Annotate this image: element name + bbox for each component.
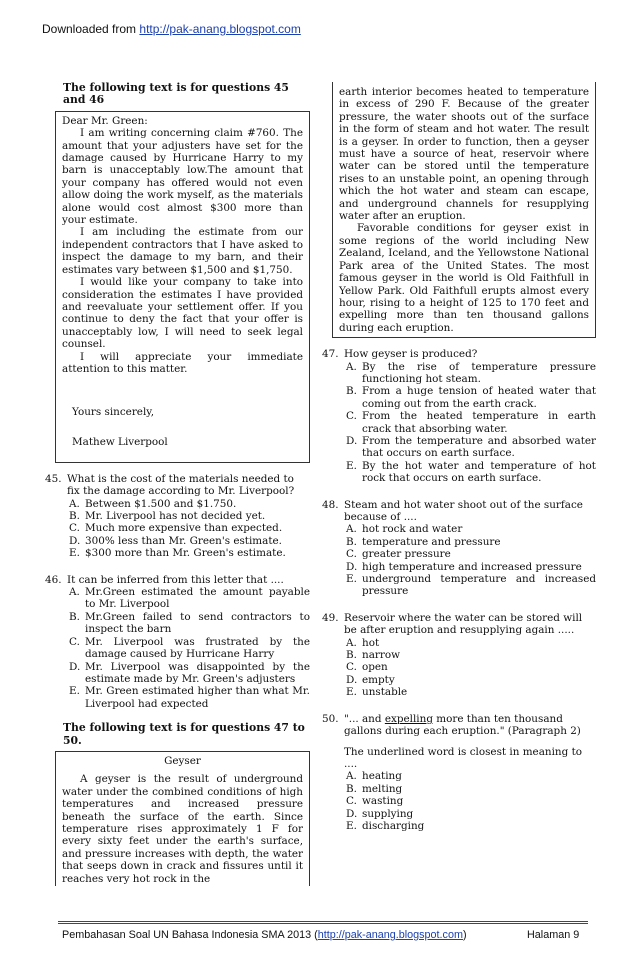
geyser-paragraph: Favorable conditions for geyser exist in some regions of the world including New Zealand, Iceland, and the Yellowstone National Park area of the United States. The most famous geyser in the world is Old Faithfull in Yellow Park. Old Faithfull erupts almost every hour, rising to a height of 125 to 170 feet and expelling more than ten thousand gallons during each eruption. bbox=[339, 222, 589, 334]
question-number: 49. bbox=[322, 611, 339, 624]
option-text: heating bbox=[362, 770, 402, 783]
option-text: high temperature and increased pressure bbox=[362, 560, 582, 573]
letter-paragraph: I will appreciate your immediate attention to this matter. bbox=[62, 350, 303, 375]
question-text: The underlined word is closest in meaning to .... bbox=[344, 745, 582, 770]
geyser-paragraph: earth interior becomes heated to temperature in excess of 290 F. Because of the greater pressure, the water shoots out of the surface in the form of steam and hot water. The result is a geyser. In order to function, then a geyser must have a source of heat, reservoir where water can be stored until the temperature rises to an unstable point, an opening through which the hot water and steam can escape, and underground channels for resupplying water after an eruption. bbox=[339, 86, 589, 223]
left-column bbox=[45, 81, 310, 886]
geyser-title: Geyser bbox=[164, 754, 201, 767]
option-text: melting bbox=[362, 782, 403, 795]
question-49 bbox=[322, 611, 596, 637]
option-letter: B. bbox=[346, 782, 357, 795]
option-text: wasting bbox=[362, 795, 404, 808]
option-letter: E. bbox=[69, 685, 80, 698]
geyser-paragraph: A geyser is the result of underground water under the combined conditions of high temperatures and increased pressure beneath the surface of the earth. Since temperature rises approximately 1 F for every sixty feet under the earth's surface, and pressure increases with depth, the water that seeps down in crack and fissures until it reaches very hot rock in the bbox=[62, 773, 303, 885]
option-text: By the hot water and temperature of hot rock that occurs on earth surface. bbox=[362, 459, 596, 485]
geyser-box-top bbox=[55, 751, 310, 886]
option[interactable] bbox=[69, 535, 310, 547]
footer-rule bbox=[58, 921, 588, 924]
right-column bbox=[322, 82, 596, 832]
option-text: hot rock and water bbox=[362, 523, 463, 536]
option-text: Mr. Green estimated higher than what Mr. Liverpool had expected bbox=[85, 685, 310, 710]
option-text: empty bbox=[362, 673, 395, 686]
option-letter: D. bbox=[346, 673, 358, 686]
option-letter: B. bbox=[69, 610, 80, 623]
option-letter: C. bbox=[346, 661, 357, 674]
option-letter: A. bbox=[69, 497, 80, 510]
q50-options bbox=[332, 770, 596, 832]
option[interactable] bbox=[346, 385, 596, 410]
question-50 bbox=[322, 712, 596, 771]
option[interactable] bbox=[346, 536, 596, 548]
quote-text: more than ten thousand gallons during each eruption." (Paragraph 2) bbox=[344, 712, 581, 738]
option-letter: D. bbox=[69, 660, 81, 673]
q45-options bbox=[55, 498, 310, 560]
option[interactable] bbox=[346, 661, 596, 673]
letter-signature: Mathew Liverpool bbox=[72, 435, 168, 448]
q48-options bbox=[332, 523, 596, 597]
option-text: underground temperature and increased pressure bbox=[362, 573, 596, 598]
option-text: From the temperature and absorbed water that occurs on earth surface. bbox=[362, 434, 596, 460]
question-47 bbox=[322, 348, 596, 361]
option[interactable] bbox=[346, 361, 596, 386]
option-letter: C. bbox=[346, 795, 357, 808]
header-link[interactable]: http://pak-anang.blogspot.com bbox=[139, 22, 301, 36]
option-letter: A. bbox=[346, 523, 357, 536]
option[interactable] bbox=[69, 636, 310, 661]
quote-text: "... and bbox=[344, 712, 385, 725]
option[interactable] bbox=[346, 523, 596, 535]
option-text: hot bbox=[362, 636, 380, 649]
option[interactable] bbox=[346, 649, 596, 661]
option-text: greater pressure bbox=[362, 548, 451, 561]
option[interactable] bbox=[69, 685, 310, 710]
option-text: From the heated temperature in earth crack that absorbing water. bbox=[362, 410, 596, 435]
option[interactable] bbox=[346, 435, 596, 460]
option-text: narrow bbox=[362, 649, 400, 662]
option-text: By the rise of temperature pressure functioning hot steam. bbox=[362, 360, 596, 385]
option[interactable] bbox=[346, 770, 596, 782]
q47-options bbox=[332, 361, 596, 485]
header-prefix: Downloaded from bbox=[42, 22, 140, 36]
footer-link[interactable]: http://pak-anang.blogspot.com bbox=[317, 929, 463, 941]
option-letter: B. bbox=[346, 385, 357, 398]
option-text: Much more expensive than expected. bbox=[85, 522, 283, 535]
question-text: Steam and hot water shoot out of the surface because of .... bbox=[344, 498, 583, 523]
question-quote bbox=[344, 713, 596, 738]
question-text: It can be inferred from this letter that .... bbox=[67, 573, 284, 586]
question-text: How geyser is produced? bbox=[344, 348, 478, 361]
option-letter: C. bbox=[69, 635, 80, 648]
option-text: open bbox=[362, 661, 388, 674]
q46-options bbox=[55, 586, 310, 710]
option-text: $300 more than Mr. Green's estimate. bbox=[85, 547, 286, 560]
option-letter: D. bbox=[346, 434, 358, 447]
question-number: 45. bbox=[45, 472, 62, 485]
option-text: Between $1.500 and $1.750. bbox=[85, 497, 237, 510]
option-letter: A. bbox=[69, 586, 80, 599]
page-header bbox=[42, 22, 301, 36]
option-letter: D. bbox=[346, 560, 358, 573]
option-text: discharging bbox=[362, 819, 425, 832]
option-letter: B. bbox=[346, 535, 357, 548]
option[interactable] bbox=[346, 548, 596, 560]
option-text: 300% less than Mr. Green's estimate. bbox=[85, 534, 282, 547]
option-letter: D. bbox=[346, 807, 358, 820]
question-45 bbox=[45, 472, 310, 498]
letter-paragraph: I would like your company to take into consideration the estimates I have provided and reevaluate your settlement offer. If you continue to deny the fact that your offer is unacceptably low, I will need to seek legal counsel. bbox=[62, 276, 303, 351]
option[interactable] bbox=[346, 783, 596, 795]
question-46 bbox=[45, 573, 310, 586]
option[interactable] bbox=[346, 561, 596, 573]
letter-salutation: Dear Mr. Green: bbox=[62, 114, 148, 127]
option[interactable] bbox=[346, 686, 596, 698]
section-title-45-46: The following text is for questions 45 and 46 bbox=[63, 81, 289, 107]
option-letter: E. bbox=[346, 819, 357, 832]
option-letter: E. bbox=[69, 547, 80, 560]
letter-box bbox=[55, 111, 310, 463]
option-letter: A. bbox=[346, 360, 357, 373]
option[interactable] bbox=[346, 674, 596, 686]
q49-options bbox=[332, 637, 596, 699]
question-number: 46. bbox=[45, 573, 62, 586]
letter-closing: Yours sincerely, bbox=[72, 405, 155, 418]
option[interactable] bbox=[346, 808, 596, 820]
option[interactable] bbox=[69, 611, 310, 636]
option[interactable] bbox=[69, 522, 310, 534]
option-letter: E. bbox=[346, 459, 357, 472]
option[interactable] bbox=[346, 795, 596, 807]
footer-text bbox=[62, 929, 467, 941]
option[interactable] bbox=[346, 460, 596, 485]
option-letter: B. bbox=[69, 510, 80, 523]
option-text: unstable bbox=[362, 686, 408, 699]
underlined-word: expelling bbox=[384, 712, 433, 725]
option-text: Mr. Liverpool has not decided yet. bbox=[85, 510, 266, 523]
question-text: Reservoir where the water can be stored will be after eruption and resupplying again ..... bbox=[344, 611, 583, 637]
geyser-box-bottom bbox=[332, 82, 596, 338]
option[interactable] bbox=[69, 661, 310, 686]
question-48 bbox=[322, 498, 596, 524]
option-letter: C. bbox=[346, 548, 357, 561]
footer-label-end: ) bbox=[462, 929, 467, 941]
option-text: temperature and pressure bbox=[362, 535, 501, 548]
option-letter: A. bbox=[346, 770, 357, 783]
option[interactable] bbox=[346, 637, 596, 649]
option-letter: C. bbox=[346, 410, 357, 423]
section-title-47-50: The following text is for questions 47 to 50. bbox=[63, 721, 305, 747]
letter-paragraph: I am writing concerning claim #760. The amount that your adjusters have set for the damage caused by Hurricane Harry to my barn is unacceptably low.The amount that your company has offered would not even allow doing the work myself, as the materials alone would cost almost $300 more than your estimate. bbox=[62, 127, 303, 227]
option-text: Mr.Green failed to send contractors to inspect the barn bbox=[85, 610, 310, 636]
option[interactable] bbox=[346, 573, 596, 598]
option[interactable] bbox=[69, 510, 310, 522]
option[interactable] bbox=[346, 820, 596, 832]
footer-label: Pembahasan Soal UN Bahasa Indonesia SMA 2013 ( bbox=[62, 929, 318, 941]
option-letter: D. bbox=[69, 534, 81, 547]
question-number: 50. bbox=[322, 712, 339, 725]
option[interactable] bbox=[346, 410, 596, 435]
option-letter: A. bbox=[346, 636, 357, 649]
option-text: Mr. Liverpool was disappointed by the estimate made by Mr. Green's adjusters bbox=[85, 660, 310, 685]
option-letter: B. bbox=[346, 649, 357, 662]
option[interactable] bbox=[69, 586, 310, 611]
question-text: What is the cost of the materials needed to fix the damage according to Mr. Liverpool? bbox=[67, 472, 295, 498]
option[interactable] bbox=[69, 547, 310, 559]
option-letter: E. bbox=[346, 573, 357, 586]
option-text: supplying bbox=[362, 807, 414, 820]
option-text: Mr. Liverpool was frustrated by the damage caused by Hurricane Harry bbox=[85, 635, 310, 661]
page-number: Halaman 9 bbox=[527, 929, 580, 941]
option-text: From a huge tension of heated water that coming out from the earth crack. bbox=[362, 385, 596, 410]
option-text: Mr.Green estimated the amount payable to Mr. Liverpool bbox=[85, 586, 310, 611]
option-letter: C. bbox=[69, 522, 80, 535]
question-number: 47. bbox=[322, 348, 339, 361]
option-letter: E. bbox=[346, 686, 357, 699]
option[interactable] bbox=[69, 498, 310, 510]
letter-paragraph: I am including the estimate from our independent contractors that I have asked to inspect the damage to my barn, and their estimates vary between $1,500 and $1,750. bbox=[62, 226, 303, 276]
question-number: 48. bbox=[322, 498, 339, 511]
